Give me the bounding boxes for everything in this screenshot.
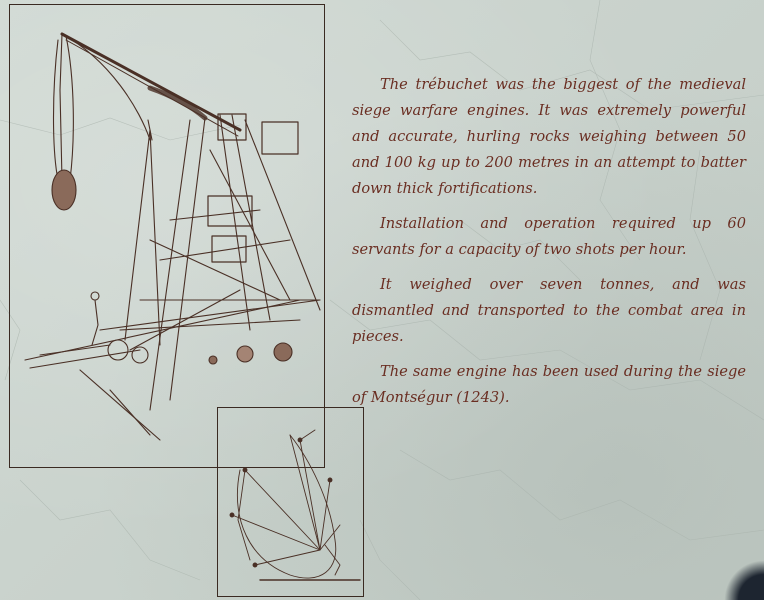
paragraph-intro: The trébuchet was the biggest of the medieval siege warfare engines. It was extremely powerful and accurate, hurling rocks weighing between 50 and 100 kg up to 200 metres in an attempt to batter down thick fortifications. (352, 76, 746, 197)
paragraph-weight: It weighed over seven tonnes, and was dismantled and transported to the combat area in pieces. (352, 276, 746, 345)
paragraph-siege: The same engine has been used during the siege of Montségur (1243). (352, 363, 746, 406)
description-text (352, 72, 746, 411)
paragraph-operation: Installation and operation required up 60 servants for a capacity of two shots per hour. (352, 215, 746, 258)
corner-shadow (724, 560, 764, 600)
